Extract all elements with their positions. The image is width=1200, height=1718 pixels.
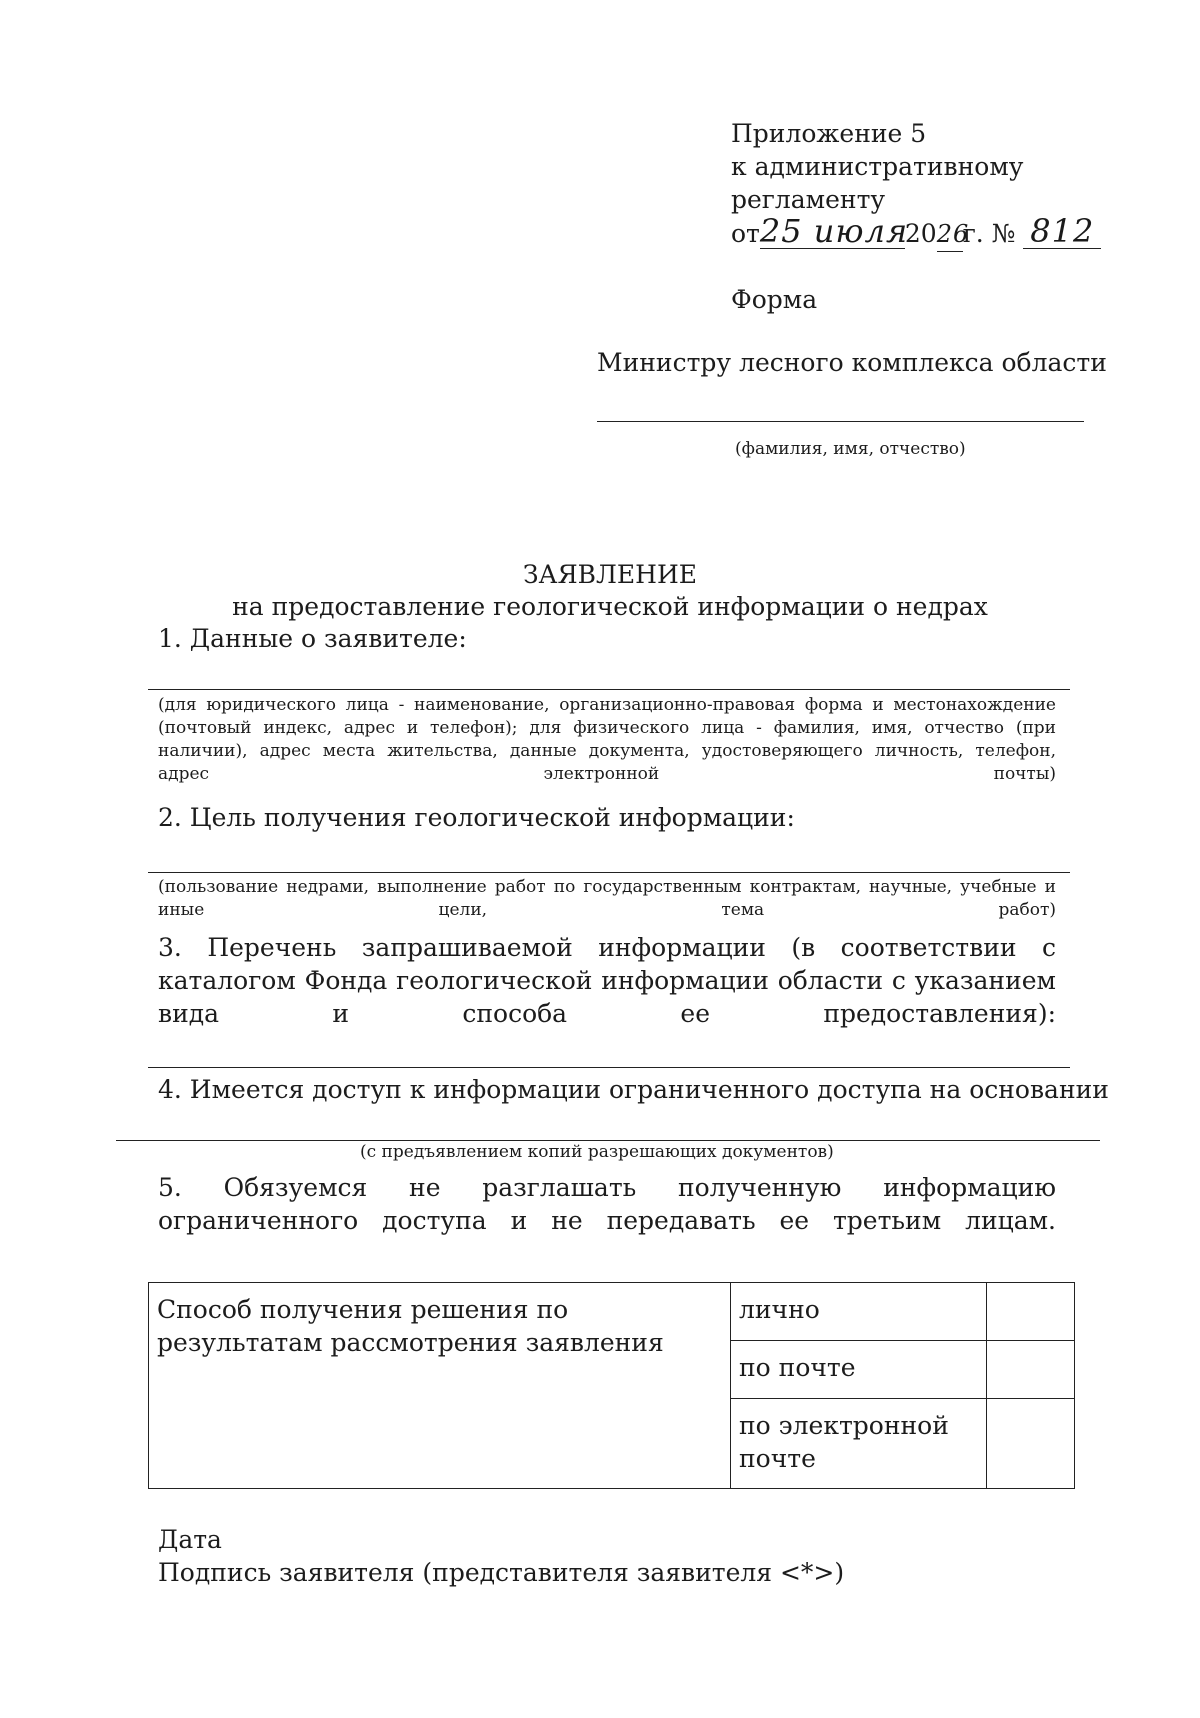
section-4-note: (с предъявлением копий разрешающих документов) xyxy=(360,1142,834,1162)
section-1-note: (для юридического лица - наименование, организационно-правовая форма и местонахождение (почтовый индекс, адрес и телефон); для физического лица - фамилия, имя, отчество (при наличии), адрес места жительства, данные документа, удостоверяющего личность, телефон, адрес электронной почты) xyxy=(158,695,1056,784)
checkbox-in-person[interactable] xyxy=(987,1283,1075,1341)
checkbox-by-email[interactable] xyxy=(987,1399,1075,1489)
document-title: ЗАЯВЛЕНИЕ xyxy=(522,560,698,589)
section-3-fill-line xyxy=(148,1067,1070,1068)
handwritten-date: 25 июля xyxy=(759,212,909,250)
handwritten-number: 812 xyxy=(1023,215,1101,249)
option-label-in-person: лично xyxy=(731,1283,987,1341)
section-5-title: 5. Обязуемся не разглашать полученную информацию ограниченного доступа и не передавать ее третьим лицам. xyxy=(158,1173,1056,1235)
checkbox-by-mail[interactable] xyxy=(987,1341,1075,1399)
section-1-fill-line xyxy=(148,689,1070,690)
document-subtitle: на предоставление геологической информации о недрах xyxy=(232,592,988,621)
addressee-caption: (фамилия, имя, отчество) xyxy=(735,439,966,459)
section-4-title: 4. Имеется доступ к информации ограниченного доступа на основании xyxy=(158,1075,1109,1104)
appendix-line-1: Приложение 5 xyxy=(731,119,927,148)
section-2-fill-line xyxy=(148,872,1070,873)
option-label-by-mail: по почте xyxy=(731,1341,987,1399)
appendix-line-2: к административному xyxy=(731,152,1024,181)
option-label-by-email: по электронной почте xyxy=(731,1399,987,1489)
addressee-line: Министру лесного комплекса области xyxy=(597,348,1107,377)
appendix-date-line xyxy=(731,212,1101,252)
form-label: Форма xyxy=(731,285,818,314)
section-2-title: 2. Цель получения геологической информации: xyxy=(158,803,795,832)
date-prefix: от xyxy=(731,219,760,248)
delivery-method-table xyxy=(148,1282,1075,1489)
section-2-note: (пользование недрами, выполнение работ по государственным контрактам, научные, учебные и иные цели, тема работ) xyxy=(158,877,1056,920)
handwritten-year: 26 xyxy=(937,218,963,252)
number-prefix: г. № xyxy=(962,219,1016,248)
year-prefix: 20 xyxy=(904,219,937,248)
delivery-method-label: Способ получения решения по результатам рассмотрения заявления xyxy=(149,1283,731,1489)
section-1-title: 1. Данные о заявителе: xyxy=(158,624,467,653)
appendix-line-3: регламенту xyxy=(731,185,886,214)
signature-label: Подпись заявителя (представителя заявителя <*>) xyxy=(158,1558,845,1587)
date-label: Дата xyxy=(158,1525,222,1554)
addressee-fill-line xyxy=(597,421,1084,422)
section-3-title: 3. Перечень запрашиваемой информации (в соответствии с каталогом Фонда геологической информации области с указанием вида и способа ее предоставления): xyxy=(158,933,1056,1028)
